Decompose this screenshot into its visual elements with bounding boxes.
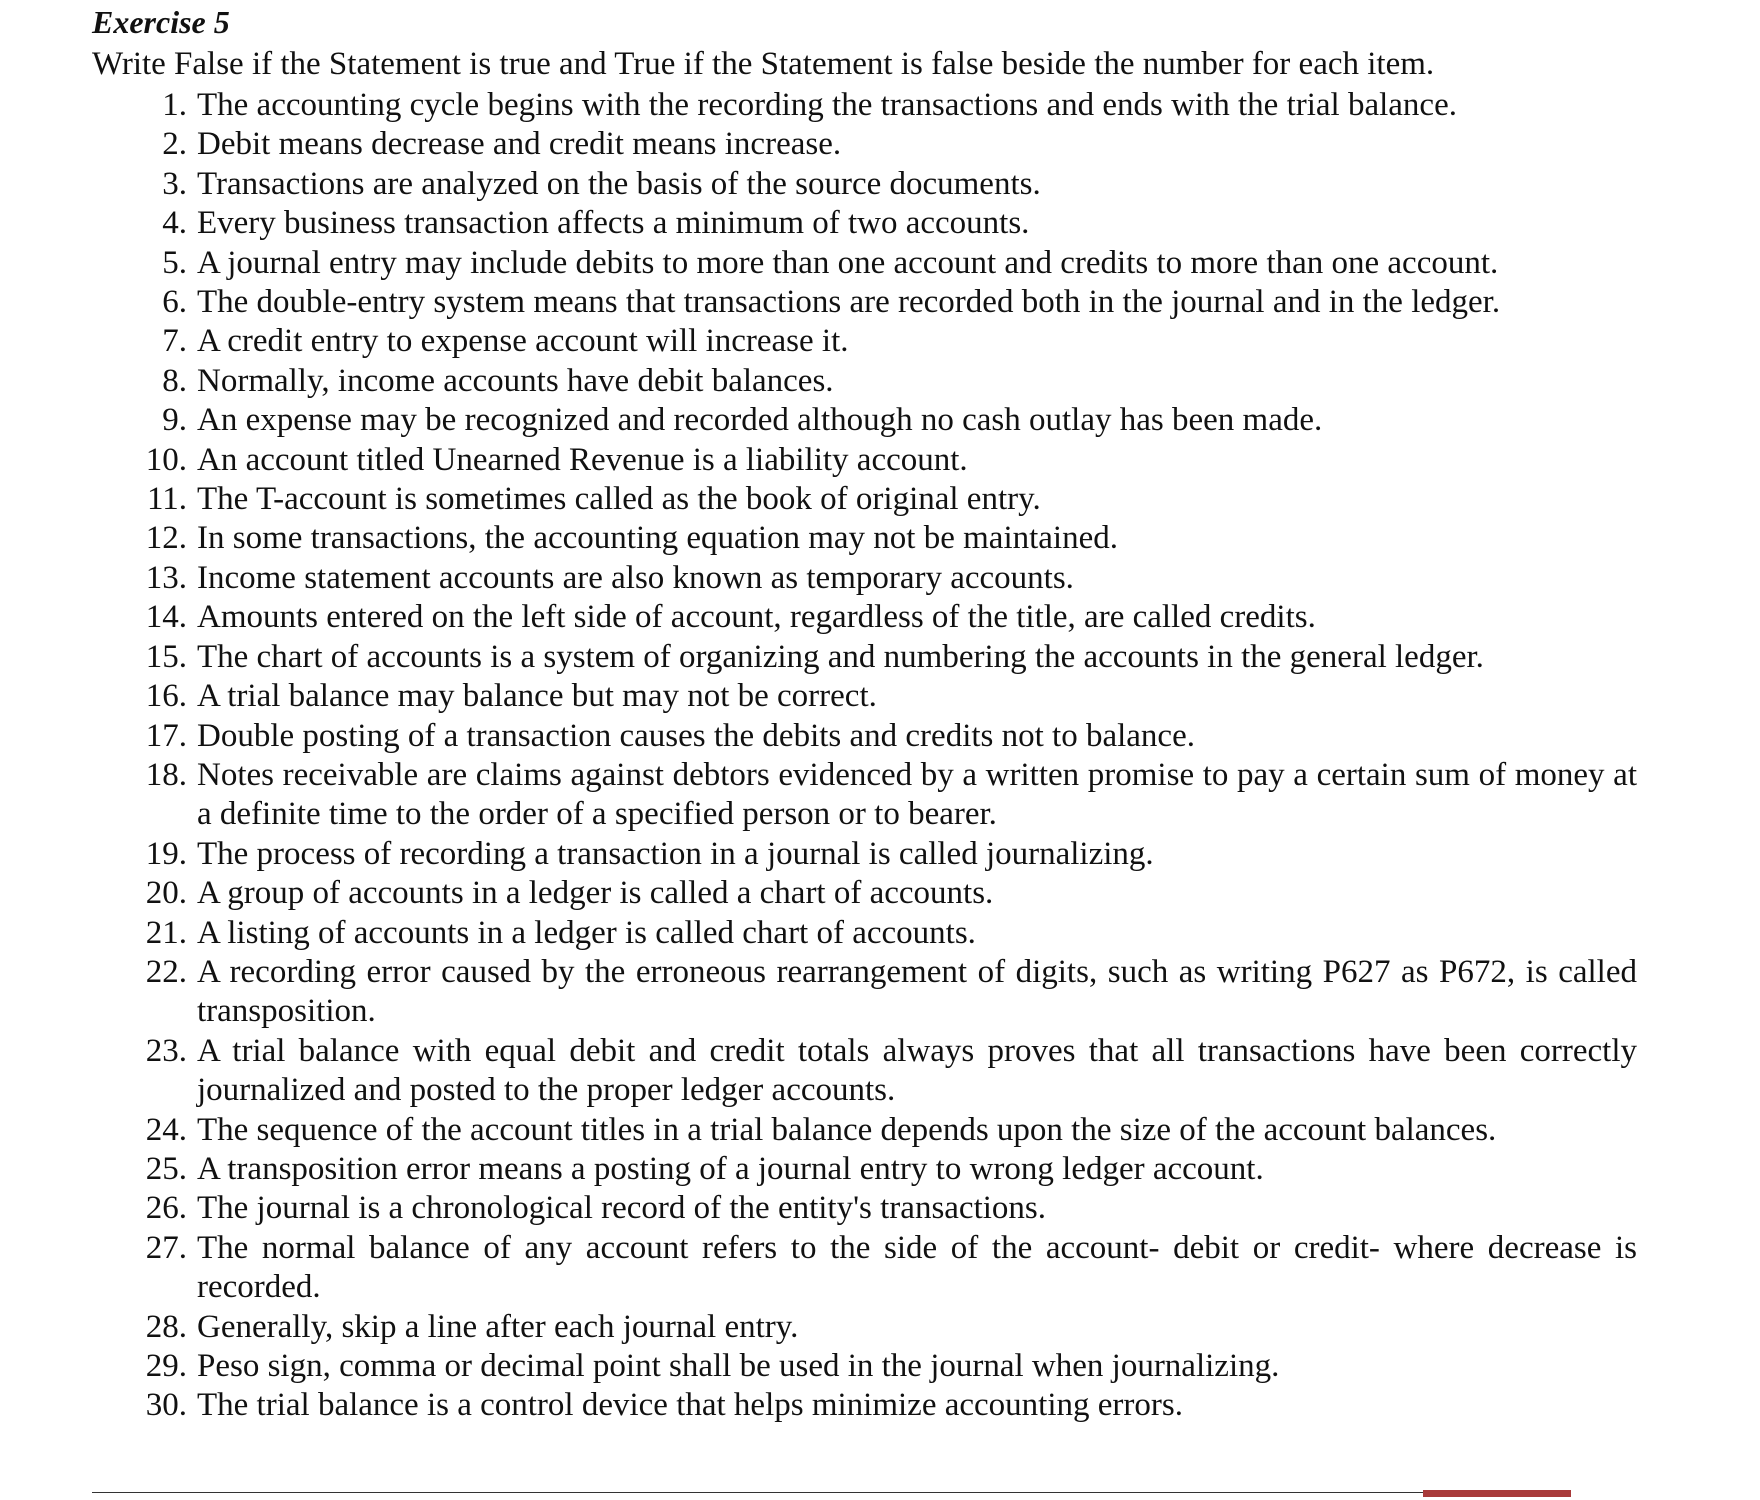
item-statement: In some transactions, the accounting equation may not be maintained. xyxy=(197,520,1118,557)
item-number: 18. xyxy=(145,756,187,793)
list-item xyxy=(92,441,1652,480)
item-statement: A recording error caused by the erroneous rearrangement of digits, such as writing P627 as P672, is called transposition. xyxy=(197,953,1637,1030)
list-item xyxy=(92,519,1652,558)
item-number: 2. xyxy=(162,126,187,163)
item-number: 20. xyxy=(145,875,187,912)
item-number: 28. xyxy=(145,1308,187,1345)
list-item xyxy=(92,1111,1652,1150)
footer-divider xyxy=(92,1492,1423,1493)
item-statement: Transactions are analyzed on the basis of the source documents. xyxy=(197,165,1041,202)
item-statement: A trial balance with equal debit and credit totals always proves that all transactions have been correctly journalized and posted to the proper ledger accounts. xyxy=(197,1032,1637,1109)
list-item xyxy=(92,638,1652,677)
list-item xyxy=(92,1189,1652,1228)
list-item xyxy=(92,1308,1652,1347)
item-number: 23. xyxy=(145,1032,187,1069)
list-item xyxy=(92,362,1652,401)
item-number: 21. xyxy=(145,914,187,951)
item-number: 6. xyxy=(162,284,187,321)
item-statement: Peso sign, comma or decimal point shall be used in the journal when journalizing. xyxy=(197,1348,1280,1384)
item-statement: Every business transaction affects a minimum of two accounts. xyxy=(197,205,1030,242)
instructions-text: Write False if the Statement is true and True if the Statement is false beside the number for each item. xyxy=(92,46,1435,82)
item-statement: The trial balance is a control device that helps minimize accounting errors. xyxy=(197,1387,1183,1424)
list-item xyxy=(92,322,1652,361)
item-number: 29. xyxy=(145,1348,187,1384)
list-item xyxy=(92,756,1652,835)
list-item xyxy=(92,1229,1652,1308)
item-statement: Generally, skip a line after each journal entry. xyxy=(197,1308,799,1345)
item-statement: A journal entry may include debits to more than one account and credits to more than one account. xyxy=(197,244,1499,281)
list-item xyxy=(92,1150,1652,1189)
item-number: 15. xyxy=(145,638,187,675)
list-item xyxy=(92,1386,1652,1425)
item-number: 22. xyxy=(145,953,187,990)
list-item xyxy=(92,874,1652,913)
item-number: 9. xyxy=(162,402,187,439)
item-statement: The sequence of the account titles in a trial balance depends upon the size of the account balances. xyxy=(197,1111,1497,1148)
list-item xyxy=(92,677,1652,716)
item-number: 25. xyxy=(145,1150,187,1187)
list-item xyxy=(92,283,1652,322)
item-statement: Amounts entered on the left side of account, regardless of the title, are called credits. xyxy=(197,599,1316,636)
list-item xyxy=(92,125,1652,164)
item-number: 12. xyxy=(145,520,187,557)
item-statement: An account titled Unearned Revenue is a liability account. xyxy=(197,441,968,478)
item-number: 5. xyxy=(162,244,187,281)
item-number: 16. xyxy=(145,678,187,715)
item-statement: An expense may be recognized and recorded although no cash outlay has been made. xyxy=(197,402,1323,439)
item-statement: The accounting cycle begins with the recording the transactions and ends with the trial balance. xyxy=(197,87,1457,123)
item-number: 8. xyxy=(162,362,187,399)
item-number: 27. xyxy=(145,1229,187,1266)
item-statement: The T-account is sometimes called as the book of original entry. xyxy=(197,481,1041,518)
item-statement: The double-entry system means that transactions are recorded both in the journal and in the ledger. xyxy=(197,284,1501,321)
list-item xyxy=(92,598,1652,637)
item-number: 1. xyxy=(162,87,187,123)
item-statement: A group of accounts in a ledger is called a chart of accounts. xyxy=(197,875,994,912)
item-statement: The chart of accounts is a system of organizing and numbering the accounts in the general ledger. xyxy=(197,638,1484,675)
item-statement: The normal balance of any account refers to the side of the account- debit or credit- where decrease is recorded. xyxy=(197,1229,1637,1306)
statement-list xyxy=(92,86,1652,1426)
list-item xyxy=(92,717,1652,756)
list-item xyxy=(92,559,1652,598)
item-statement: The journal is a chronological record of the entity's transactions. xyxy=(197,1190,1047,1227)
list-item xyxy=(92,1032,1652,1111)
list-item xyxy=(92,953,1652,1032)
list-item xyxy=(92,244,1652,283)
item-number: 11. xyxy=(146,481,187,518)
item-statement: The process of recording a transaction in a journal is called journalizing. xyxy=(197,835,1154,872)
item-number: 26. xyxy=(145,1190,187,1227)
item-statement: Notes receivable are claims against debtors evidenced by a written promise to pay a certain sum of money at a definite time to the order of a specified person or to bearer. xyxy=(197,756,1637,833)
item-statement: A credit entry to expense account will increase it. xyxy=(197,323,849,360)
item-number: 17. xyxy=(145,717,187,754)
item-number: 24. xyxy=(145,1111,187,1148)
item-number: 13. xyxy=(145,559,187,596)
item-number: 10. xyxy=(145,441,187,478)
footer-accent-bar xyxy=(1423,1490,1571,1497)
item-number: 14. xyxy=(145,599,187,636)
item-statement: Income statement accounts are also known as temporary accounts. xyxy=(197,559,1074,596)
item-number: 19. xyxy=(145,835,187,872)
item-statement: A listing of accounts in a ledger is called chart of accounts. xyxy=(197,914,976,951)
list-item xyxy=(92,914,1652,953)
item-number: 30. xyxy=(145,1387,187,1424)
list-item xyxy=(92,480,1652,519)
item-statement: Double posting of a transaction causes the debits and credits not to balance. xyxy=(197,717,1195,754)
list-item xyxy=(92,835,1652,874)
list-item xyxy=(92,401,1652,440)
document-page xyxy=(92,0,1652,1426)
item-statement: Debit means decrease and credit means increase. xyxy=(197,126,842,163)
exercise-title: Exercise 5 xyxy=(92,4,230,40)
list-item xyxy=(92,86,1652,125)
item-number: 4. xyxy=(162,205,187,242)
list-item xyxy=(92,165,1652,204)
item-statement: A transposition error means a posting of a journal entry to wrong ledger account. xyxy=(197,1150,1264,1187)
item-number: 3. xyxy=(162,165,187,202)
item-statement: Normally, income accounts have debit balances. xyxy=(197,362,834,399)
list-item xyxy=(92,204,1652,243)
list-item xyxy=(92,1347,1652,1386)
item-statement: A trial balance may balance but may not be correct. xyxy=(197,678,877,715)
item-number: 7. xyxy=(162,323,187,360)
